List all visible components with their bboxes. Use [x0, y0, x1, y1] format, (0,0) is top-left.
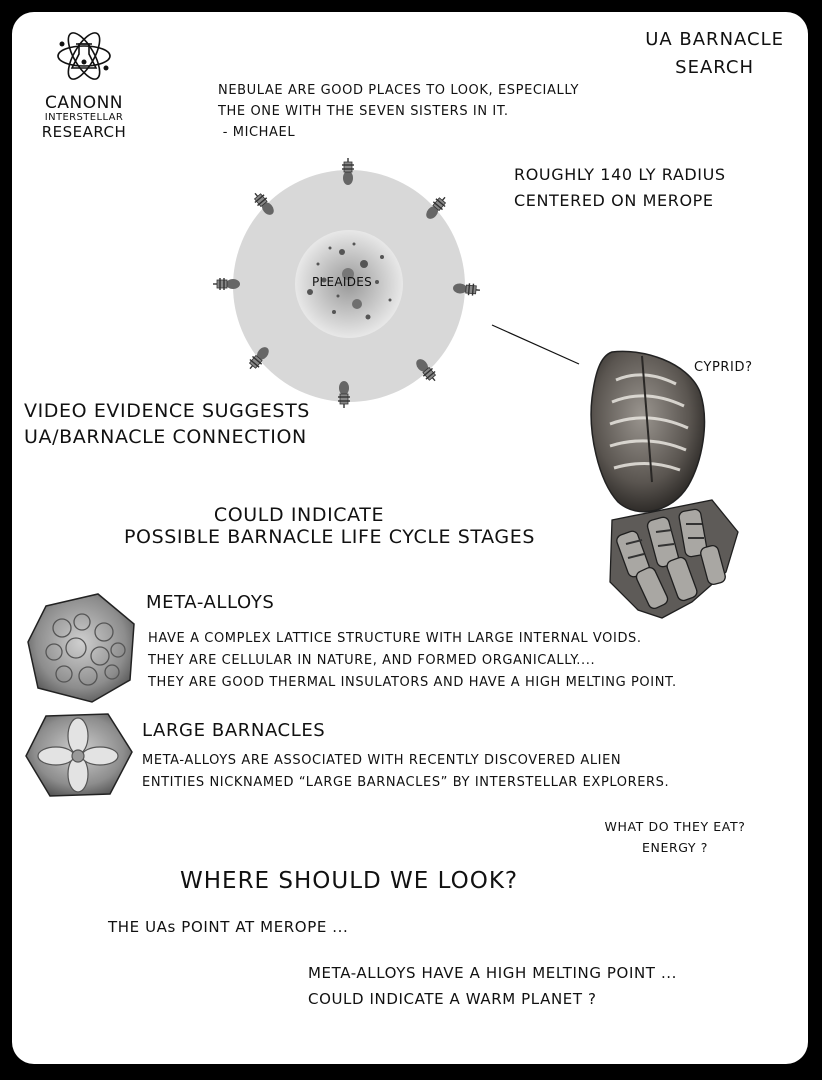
barnacle-cluster-image	[610, 500, 738, 618]
logo-text-research: RESEARCH	[41, 123, 127, 141]
large-barnacle-image	[26, 714, 132, 796]
title-line-1: UA BARNACLE	[645, 29, 784, 50]
uas-note: THE UAs POINT AT MEROPE ...	[108, 918, 349, 936]
michael-quote	[218, 80, 579, 143]
atom-flask-icon	[54, 22, 114, 88]
large-barnacles-description	[142, 750, 669, 794]
eat-line-1: WHAT DO THEY EAT?	[604, 819, 746, 834]
eat-line-2: ENERGY ?	[642, 840, 708, 855]
logo-text-canonn: CANONN	[44, 93, 124, 113]
video-line-1: VIDEO EVIDENCE SUGGESTS	[24, 400, 310, 422]
meta-alloys-line-1: HAVE A COMPLEX LATTICE STRUCTURE WITH LARGE INTERNAL VOIDS.	[148, 631, 642, 646]
pleiades-label: PLEAIDES	[312, 275, 373, 289]
cyprid-specimen-image	[591, 351, 704, 511]
eat-note	[590, 816, 760, 858]
lifecycle-line-1: COULD INDICATE	[213, 504, 385, 526]
video-evidence-note	[24, 398, 310, 450]
quote-attribution: - MICHAEL	[218, 125, 296, 140]
logo-text-interstellar: INTERSTELLAR	[44, 112, 124, 123]
meta-alloy-image	[28, 594, 134, 702]
warm-line-2: COULD INDICATE A WARM PLANET ?	[308, 990, 597, 1008]
connector-line	[492, 325, 579, 364]
lifecycle-line-2: POSSIBLE BARNACLE LIFE CYCLE STAGES	[124, 526, 536, 548]
page-title	[645, 26, 784, 82]
warm-planet-note	[308, 960, 677, 1012]
where-heading: WHERE SHOULD WE LOOK?	[180, 868, 519, 894]
quote-line-1: NEBULAE ARE GOOD PLACES TO LOOK, ESPECIALLY	[218, 83, 579, 98]
large-barnacles-heading: LARGE BARNACLES	[142, 720, 326, 741]
lifecycle-note	[124, 504, 536, 548]
meta-alloys-description	[148, 628, 677, 694]
canonn-logo	[36, 22, 132, 162]
video-line-2: UA/BARNACLE CONNECTION	[24, 426, 307, 448]
meta-alloys-heading: META-ALLOYS	[146, 592, 275, 613]
warm-line-1: META-ALLOYS HAVE A HIGH MELTING POINT ...	[308, 964, 678, 982]
poster-card	[12, 12, 808, 1064]
radius-note	[514, 162, 726, 214]
meta-alloys-line-2: THEY ARE CELLULAR IN NATURE, AND FORMED ORGANICALLY....	[148, 653, 596, 668]
radius-line-1: ROUGHLY 140 LY RADIUS	[514, 165, 726, 184]
meta-alloys-line-3: THEY ARE GOOD THERMAL INSULATORS AND HAVE A HIGH MELTING POINT.	[148, 675, 677, 690]
cyprid-label: CYPRID?	[694, 360, 753, 375]
large-barnacles-line-2: ENTITIES NICKNAMED “LARGE BARNACLES” BY INTERSTELLAR EXPLORERS.	[142, 775, 670, 790]
title-line-2: SEARCH	[675, 57, 754, 78]
large-barnacles-line-1: META-ALLOYS ARE ASSOCIATED WITH RECENTLY DISCOVERED ALIEN	[142, 753, 622, 768]
quote-line-2: THE ONE WITH THE SEVEN SISTERS IN IT.	[218, 104, 509, 119]
radius-line-2: CENTERED ON MEROPE	[514, 191, 714, 210]
